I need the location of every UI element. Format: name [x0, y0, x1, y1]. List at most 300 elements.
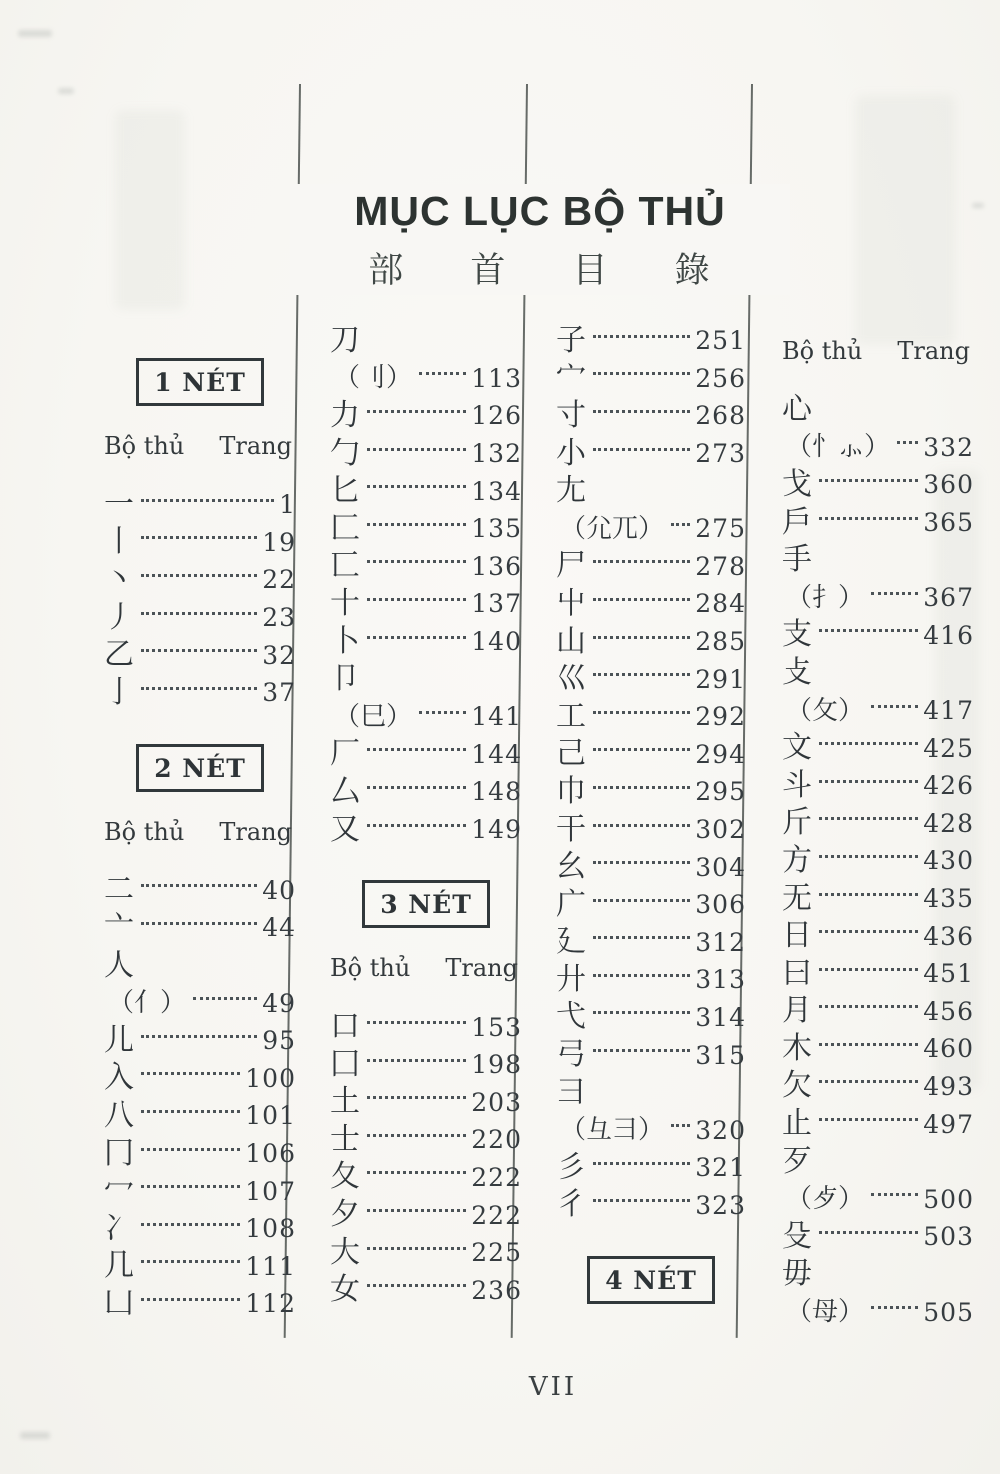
dot-leader — [819, 479, 918, 482]
page-ref: 222 — [471, 1162, 522, 1192]
radical-entry-row — [782, 466, 974, 504]
radical-char: 一 — [104, 486, 134, 522]
radical-entry-row — [782, 767, 974, 805]
radical-entry-row — [330, 660, 522, 698]
page-ref: 314 — [695, 1002, 746, 1032]
page-ref: 320 — [695, 1115, 746, 1145]
radical-char: 戶 — [782, 504, 812, 540]
radical-entry-row — [104, 872, 296, 910]
radical-char: 凵 — [104, 1285, 134, 1321]
page-ref: 451 — [923, 959, 974, 989]
page-ref: 295 — [695, 777, 746, 807]
radical-entry-row — [782, 842, 974, 880]
page-ref: 365 — [923, 508, 974, 538]
radical-entry-row — [782, 1293, 974, 1331]
dot-leader — [367, 1021, 466, 1024]
dot-leader — [819, 742, 918, 745]
radical-entry-row — [104, 947, 296, 985]
page-ref: 137 — [471, 589, 522, 619]
radical-char: 几 — [104, 1248, 134, 1284]
radical-entry-row — [330, 1159, 522, 1197]
dot-leader — [819, 817, 918, 820]
radical-char: 丶 — [104, 561, 134, 597]
radical-char: 冖 — [104, 1173, 134, 1209]
dot-leader — [367, 786, 466, 789]
column-header — [782, 335, 974, 367]
dot-leader — [141, 574, 257, 577]
radical-entry-row — [330, 510, 522, 548]
page-ref: 306 — [695, 890, 746, 920]
dot-leader — [593, 824, 690, 827]
radical-entry-row — [330, 435, 522, 473]
radical-char: 廾 — [556, 961, 586, 997]
dot-leader — [419, 372, 466, 375]
dot-leader — [367, 1096, 466, 1099]
dot-leader — [141, 1110, 240, 1113]
column-header — [104, 430, 296, 462]
radical-entry-row — [330, 1084, 522, 1122]
page-ref: 291 — [695, 664, 746, 694]
page-ref: 22 — [262, 565, 296, 595]
dot-leader — [141, 884, 257, 887]
radical-entry-row — [330, 1121, 522, 1159]
page-ref: 315 — [695, 1040, 746, 1070]
dot-leader — [819, 930, 918, 933]
stroke-count-box: 4 NÉT — [587, 1256, 715, 1304]
dot-leader — [871, 592, 918, 595]
dot-leader — [367, 410, 466, 413]
radical-char: 干 — [556, 811, 586, 847]
radical-char: 勹 — [330, 435, 360, 471]
radical-char: 巾 — [556, 773, 586, 809]
page-ref: 112 — [245, 1289, 296, 1319]
page-ref: 144 — [471, 739, 522, 769]
radical-char: 宀 — [556, 360, 586, 396]
page-ref: 304 — [695, 852, 746, 882]
radical-entry-row — [556, 322, 746, 360]
page-ref: 312 — [695, 927, 746, 957]
radical-char: 丿 — [104, 599, 134, 635]
page-ref: 198 — [471, 1050, 522, 1080]
radical-char: 斤 — [782, 805, 812, 841]
radical-entry-row — [782, 1143, 974, 1181]
dot-leader — [141, 1298, 240, 1301]
radical-char: 戈 — [782, 466, 812, 502]
dot-leader — [593, 748, 690, 751]
page-ref: 425 — [923, 733, 974, 763]
dot-leader — [367, 1209, 466, 1212]
page-ref: 100 — [245, 1063, 296, 1093]
page-ref: 153 — [471, 1012, 522, 1042]
dot-leader — [193, 997, 257, 1000]
dot-leader — [419, 711, 466, 714]
bo-thu-label: Bộ thủ — [330, 954, 411, 983]
page-ref: 149 — [471, 815, 522, 845]
radical-char: 毋 — [782, 1256, 812, 1292]
radical-char: 又 — [330, 811, 360, 847]
radical-entry-row — [782, 1068, 974, 1106]
dot-leader — [593, 636, 690, 639]
radical-char: （攵） — [786, 695, 865, 726]
radical-entry-row — [782, 955, 974, 993]
stroke-count-box: 2 NÉT — [136, 744, 264, 792]
page-ref: 456 — [923, 996, 974, 1026]
radical-entry-row — [104, 909, 296, 947]
radical-char: 小 — [556, 435, 586, 471]
radical-char: （母） — [786, 1297, 865, 1328]
radical-entry-row — [104, 561, 296, 599]
page-ref: 275 — [695, 514, 746, 544]
dot-leader — [593, 560, 690, 563]
radical-char: 手 — [782, 542, 812, 578]
radical-char: 曰 — [782, 955, 812, 991]
radical-char: 十 — [330, 585, 360, 621]
trang-label: Trang — [445, 954, 518, 983]
radical-char: （刂） — [334, 363, 413, 394]
radical-entry-row — [104, 486, 296, 524]
radical-entry-row — [782, 692, 974, 730]
page-ref: 503 — [923, 1222, 974, 1252]
dot-leader — [141, 1072, 240, 1075]
dot-leader — [367, 748, 466, 751]
radical-char: 止 — [782, 1106, 812, 1142]
dot-leader — [141, 922, 257, 925]
dot-leader — [593, 1049, 690, 1052]
bo-thu-label: Bộ thủ — [782, 337, 863, 365]
radical-char: 女 — [330, 1272, 360, 1308]
radical-char: 土 — [330, 1084, 360, 1120]
page-ref: 416 — [923, 620, 974, 650]
dot-leader — [593, 335, 690, 338]
dot-leader — [141, 1223, 240, 1226]
radical-char: 无 — [782, 880, 812, 916]
page-ref: 40 — [262, 875, 296, 905]
radical-char: 厂 — [330, 736, 360, 772]
page-ref: 497 — [923, 1109, 974, 1139]
radical-entry-row — [556, 698, 746, 736]
scan-smudge — [58, 88, 74, 94]
radical-entry-row — [104, 1210, 296, 1248]
page-ref: 278 — [695, 551, 746, 581]
radical-char: 子 — [556, 322, 586, 358]
dot-leader — [819, 517, 918, 520]
radical-char: 乙 — [104, 637, 134, 673]
dot-leader — [141, 536, 257, 539]
dot-leader — [367, 636, 466, 639]
page-ref: 268 — [695, 401, 746, 431]
radical-entry-row — [330, 322, 522, 360]
radical-char: 幺 — [556, 849, 586, 885]
radical-entry-row — [330, 1196, 522, 1234]
dot-leader — [593, 711, 690, 714]
radical-entry-row — [782, 1218, 974, 1256]
radical-char: 广 — [556, 886, 586, 922]
column-header — [330, 952, 522, 984]
radical-entry-row — [556, 510, 746, 548]
page-ref: 460 — [923, 1034, 974, 1064]
radical-entry-row — [782, 617, 974, 655]
dot-leader — [819, 1043, 918, 1046]
radical-entry-row — [782, 1180, 974, 1218]
page-ref: 225 — [471, 1238, 522, 1268]
page-ref: 37 — [262, 678, 296, 708]
page-ref: 101 — [245, 1101, 296, 1131]
dot-leader — [141, 1035, 257, 1038]
radical-entry-row — [330, 623, 522, 661]
radical-char: 屮 — [556, 585, 586, 621]
dot-leader — [593, 372, 690, 375]
radical-entry-row — [330, 698, 522, 736]
radical-entry-row — [782, 805, 974, 843]
page-title: MỤC LỤC BỘ THỦ — [354, 188, 726, 234]
radical-char: 弋 — [556, 999, 586, 1035]
page-ref: 32 — [262, 640, 296, 670]
radical-entry-row — [330, 472, 522, 510]
radical-entry-row — [556, 924, 746, 962]
dot-leader — [367, 448, 466, 451]
dot-leader — [593, 598, 690, 601]
radical-char: 木 — [782, 1030, 812, 1066]
page-ref: 134 — [471, 476, 522, 506]
stroke-count-box: 1 NÉT — [136, 358, 264, 406]
radical-char: 士 — [330, 1121, 360, 1157]
page-ref: 435 — [923, 884, 974, 914]
radical-char: 夂 — [330, 1159, 360, 1195]
dot-leader — [593, 1199, 690, 1202]
radical-char: 支 — [782, 617, 812, 653]
radical-column-1 — [104, 358, 296, 1323]
page-subtitle-cjk: 部 首 目 錄 — [368, 251, 712, 291]
page-ref: 126 — [471, 401, 522, 431]
page-ref: 321 — [695, 1153, 746, 1183]
radical-char: 工 — [556, 698, 586, 734]
radical-char: （扌） — [786, 582, 865, 613]
page-ref: 285 — [695, 627, 746, 657]
page-ref: 222 — [471, 1200, 522, 1230]
radical-char: 尢 — [556, 473, 586, 509]
dot-leader — [367, 824, 466, 827]
radical-char: 力 — [330, 397, 360, 433]
dot-leader — [897, 441, 918, 444]
radical-char: 大 — [330, 1234, 360, 1270]
radical-column-2 — [330, 322, 522, 1309]
radical-char: 己 — [556, 736, 586, 772]
dot-leader — [367, 560, 466, 563]
radical-entry-row — [556, 1187, 746, 1225]
page-ref: 284 — [695, 589, 746, 619]
page-ref: 106 — [245, 1139, 296, 1169]
radical-char: 入 — [104, 1060, 134, 1096]
radical-char: （尣兀） — [560, 513, 665, 544]
radical-char: 文 — [782, 730, 812, 766]
radical-entry-row — [104, 524, 296, 562]
page-ref: 107 — [245, 1176, 296, 1206]
dot-leader — [367, 485, 466, 488]
radical-char: 巛 — [556, 661, 586, 697]
radical-char: 冫 — [104, 1210, 134, 1246]
radical-char: 心 — [782, 391, 812, 427]
radical-char: 山 — [556, 623, 586, 659]
radical-entry-row — [556, 1036, 746, 1074]
radical-char: 人 — [104, 947, 134, 983]
page-ref: 132 — [471, 439, 522, 469]
stroke-count-box: 3 NÉT — [362, 880, 490, 928]
radical-entry-row — [556, 773, 746, 811]
page-ref: 426 — [923, 771, 974, 801]
page-ref: 236 — [471, 1275, 522, 1305]
radical-entry-row — [556, 848, 746, 886]
radical-char: 斗 — [782, 767, 812, 803]
radical-entry-row — [556, 472, 746, 510]
dot-leader — [141, 499, 274, 502]
radical-char: 月 — [782, 993, 812, 1029]
page-ref: 367 — [923, 583, 974, 613]
radical-entry-row — [330, 736, 522, 774]
dot-leader — [141, 1148, 240, 1151]
radical-entry-row — [104, 674, 296, 712]
scan-smudge — [20, 1432, 50, 1439]
radical-char: 廴 — [556, 924, 586, 960]
dot-leader — [593, 448, 690, 451]
radical-char: 冂 — [104, 1135, 134, 1171]
radical-char: （歺） — [786, 1184, 865, 1215]
radical-entry-row — [782, 917, 974, 955]
page-ref: 428 — [923, 808, 974, 838]
radical-entry-row — [556, 1111, 746, 1149]
page-ref: 95 — [262, 1026, 296, 1056]
dot-leader — [819, 968, 918, 971]
radical-char: 方 — [782, 842, 812, 878]
bo-thu-label: Bộ thủ — [104, 432, 185, 460]
dot-leader — [367, 523, 466, 526]
dot-leader — [141, 1260, 240, 1263]
radical-entry-row — [556, 736, 746, 774]
radical-char: 攴 — [782, 654, 812, 690]
radical-column-3 — [556, 322, 746, 1328]
radical-entry-row — [330, 360, 522, 398]
dot-leader — [367, 1134, 466, 1137]
trang-label: Trang — [219, 432, 292, 460]
radical-entry-row — [782, 1030, 974, 1068]
page-ref: 436 — [923, 921, 974, 951]
radical-entry-row — [782, 654, 974, 692]
dot-leader — [593, 1011, 690, 1014]
dot-leader — [871, 1306, 918, 1309]
radical-entry-row — [556, 999, 746, 1037]
scan-smudge — [972, 203, 984, 208]
page-ref: 111 — [245, 1251, 296, 1281]
dot-leader — [593, 861, 690, 864]
radical-char: （巳） — [334, 701, 413, 732]
radical-entry-row — [782, 880, 974, 918]
radical-char: （彑⺕） — [560, 1115, 665, 1146]
page-ref: 1 — [279, 490, 296, 520]
radical-char: 卜 — [330, 623, 360, 659]
dot-leader — [819, 780, 918, 783]
radical-entry-row — [782, 504, 974, 542]
radical-entry-row — [104, 1022, 296, 1060]
dot-leader — [593, 673, 690, 676]
page-ref: 108 — [245, 1214, 296, 1244]
radical-char: 彳 — [556, 1187, 586, 1223]
radical-entry-row — [104, 599, 296, 637]
radical-entry-row — [556, 1149, 746, 1187]
bo-thu-label: Bộ thủ — [104, 817, 185, 846]
radical-char: 尸 — [556, 548, 586, 584]
page-ref: 505 — [923, 1297, 974, 1327]
radical-entry-row — [556, 660, 746, 698]
dot-leader — [367, 1059, 466, 1062]
page-ref: 256 — [695, 363, 746, 393]
dot-leader — [593, 1162, 690, 1165]
dot-leader — [593, 899, 690, 902]
radical-char: 亠 — [104, 909, 134, 945]
dot-leader — [141, 1185, 240, 1188]
scan-bleedthrough — [115, 110, 185, 310]
page-ref: 273 — [695, 439, 746, 469]
radical-entry-row — [330, 397, 522, 435]
radical-char: 夕 — [330, 1197, 360, 1233]
radical-char: 匕 — [330, 473, 360, 509]
radical-entry-row — [330, 585, 522, 623]
scan-bleedthrough — [855, 95, 955, 345]
radical-char: 欠 — [782, 1068, 812, 1104]
dot-leader — [593, 974, 690, 977]
dot-leader — [819, 1231, 918, 1234]
radical-entry-row — [782, 541, 974, 579]
page-ref: 360 — [923, 470, 974, 500]
radical-char: 弓 — [556, 1037, 586, 1073]
page-ref: 113 — [471, 363, 522, 393]
radical-char: 寸 — [556, 397, 586, 433]
radical-char: 卩 — [330, 661, 360, 697]
page-ref: 313 — [695, 965, 746, 995]
radical-entry-row — [104, 1285, 296, 1323]
radical-entry-row — [330, 548, 522, 586]
page-ref: 44 — [262, 913, 296, 943]
page-ref: 323 — [695, 1190, 746, 1220]
radical-char: 亅 — [104, 674, 134, 710]
radical-char: 歹 — [782, 1143, 812, 1179]
dot-leader — [819, 855, 918, 858]
dot-leader — [819, 1080, 918, 1083]
dot-leader — [141, 687, 257, 690]
trang-label: Trang — [219, 817, 292, 846]
page-title-group — [290, 184, 790, 295]
radical-entry-row — [782, 429, 974, 467]
radical-entry-row — [330, 1008, 522, 1046]
page-ref: 294 — [695, 739, 746, 769]
radical-entry-row — [104, 1097, 296, 1135]
page-ref: 220 — [471, 1125, 522, 1155]
dot-leader — [593, 410, 690, 413]
radical-char: 丨 — [104, 524, 134, 560]
dot-leader — [367, 1171, 466, 1174]
page-ref: 49 — [262, 988, 296, 1018]
page-ref: 141 — [471, 702, 522, 732]
radical-entry-row — [556, 1074, 746, 1112]
radical-entry-row — [556, 397, 746, 435]
page-ref: 23 — [262, 603, 296, 633]
dot-leader — [593, 786, 690, 789]
radical-entry-row — [104, 636, 296, 674]
radical-entry-row — [556, 548, 746, 586]
column-header — [104, 816, 296, 848]
page-ref: 136 — [471, 551, 522, 581]
radical-entry-row — [330, 1234, 522, 1272]
radical-entry-row — [782, 1105, 974, 1143]
radical-entry-row — [330, 811, 522, 849]
